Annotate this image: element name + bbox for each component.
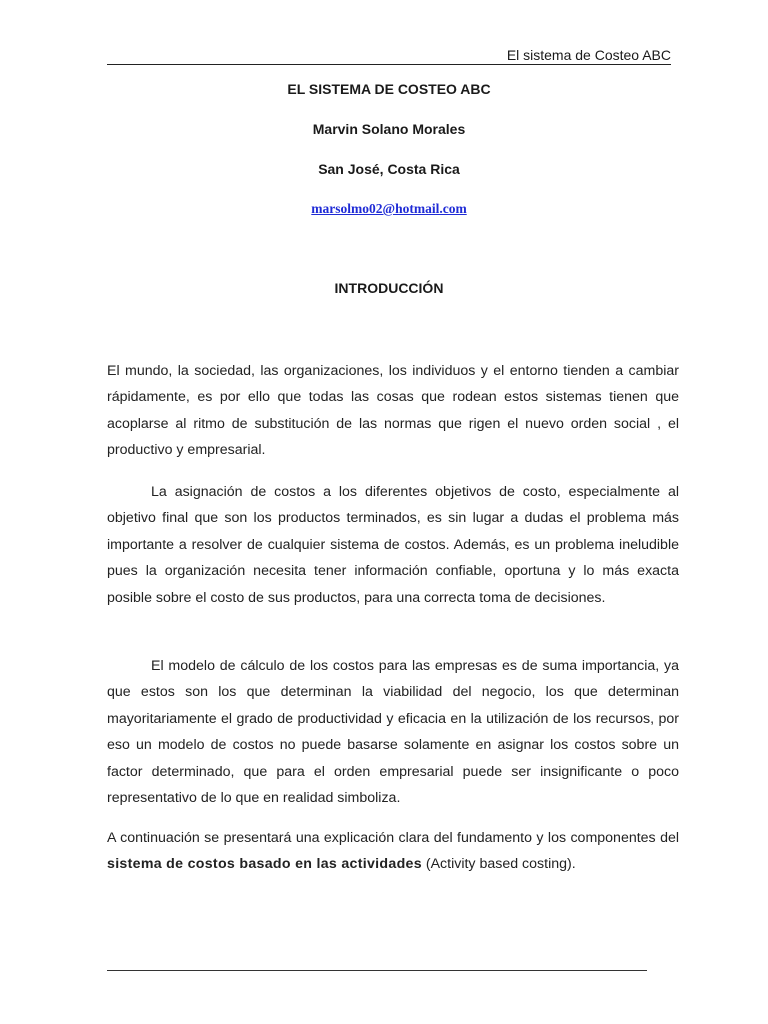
paragraph-4 [107, 825, 679, 878]
document-title: EL SISTEMA DE COSTEO ABC [287, 81, 491, 97]
footer-rule [107, 970, 647, 971]
paragraph-3: El modelo de cálculo de los costos para las empresas es de suma importancia, ya que estos son los que determinan la viabilidad del negocio, los que determinan mayoritariamente el grado de productividad y eficacia en la utilización de los recursos, por eso un modelo de costos no puede basarse solamente en asignar los costos sobre un factor determinado, que para el orden empresarial puede ser insignificante o poco representativo de lo que en realidad simboliza. [107, 658, 679, 807]
author-email-link[interactable]: marsolmo02@hotmail.com [311, 201, 467, 216]
paragraph-4-text-start: A continuación se presentará una explicación clara del fundamento y los componentes del [107, 830, 679, 846]
paragraph-2: La asignación de costos a los diferentes objetivos de costo, especialmente al objetivo final que son los productos terminados, es sin lugar a dudas el problema más importante a resolver de cualquier sistema de costos. Además, es un problema ineludible pues la organización necesita tener información confiable, oportuna y lo más exacta posible sobre el costo de sus productos, para una correcta toma de decisiones. [107, 484, 679, 606]
author-location: San José, Costa Rica [318, 161, 460, 177]
paragraph-4-text-end: (Activity based costing). [421, 856, 576, 873]
paragraph-4-bold-term: sistema de costos basado en las actividades [107, 856, 422, 873]
author-name: Marvin Solano Morales [312, 121, 466, 137]
section-heading-introduccion: INTRODUCCIÓN [334, 280, 444, 296]
paragraph-1: El mundo, la sociedad, las organizaciones, los individuos y el entorno tienden a cambiar rápidamente, es por ello que todas las cosas que rodean estos sistemas tienen que acoplarse al ritmo de substitución de las normas que rigen el nuevo orden social , el productivo y empresarial. [107, 363, 679, 459]
running-header [107, 46, 671, 65]
running-header-title: El sistema de Costeo ABC [506, 47, 671, 63]
